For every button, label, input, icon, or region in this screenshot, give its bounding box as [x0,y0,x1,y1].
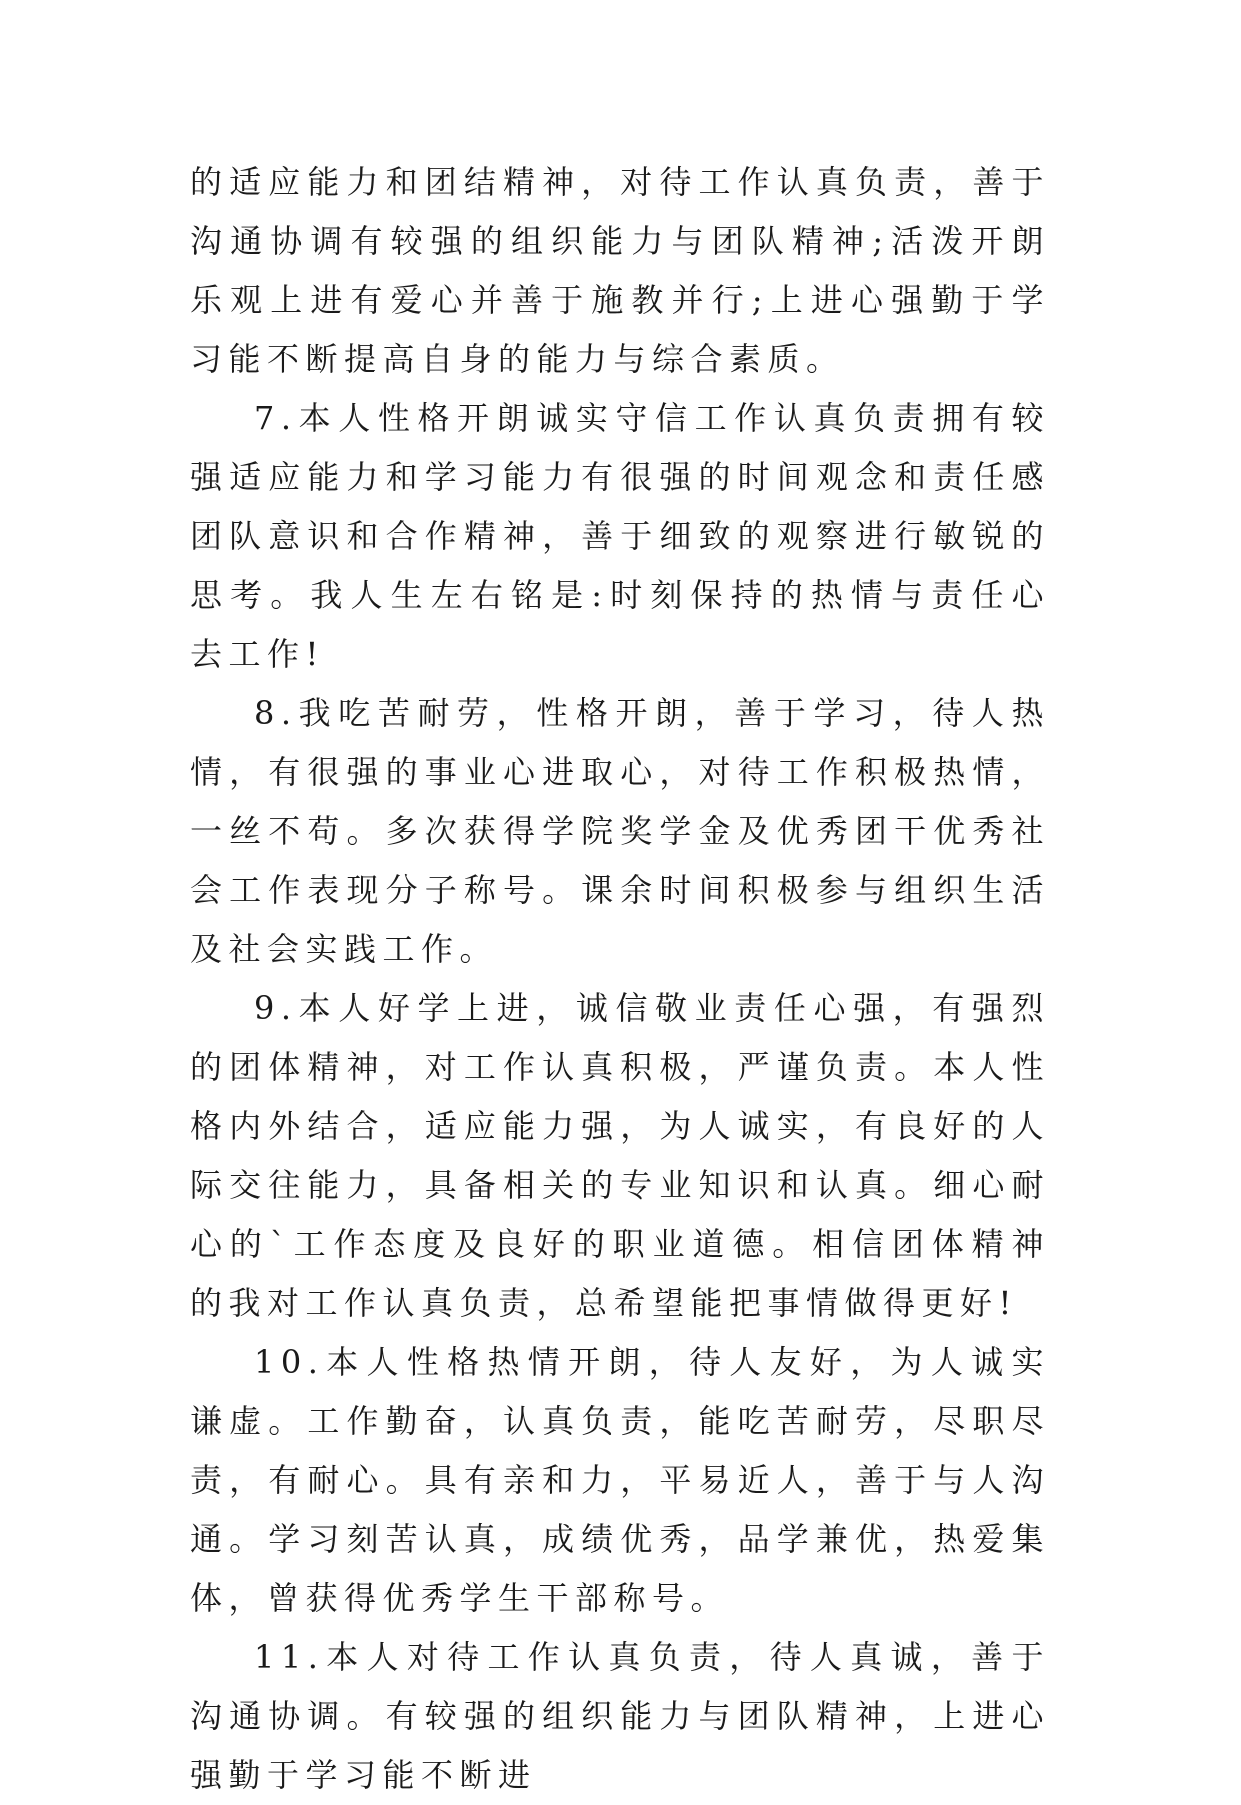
paragraph-item-10: 10.本人性格热情开朗，待人友好，为人诚实谦虚。工作勤奋，认真负责，能吃苦耐劳，尽职尽责，有耐心。具有亲和力，平易近人，善于与人沟通。学习刻苦认真，成绩优秀，品学兼优，热爱集体，曾获得优秀学生干部称号。 [190,1343,1050,1617]
document-body [190,153,1050,1805]
paragraph-item-9: 9.本人好学上进，诚信敬业责任心强，有强烈的团体精神，对工作认真积极，严谨负责。本人性格内外结合，适应能力强，为人诚实，有良好的人际交往能力，具备相关的专业知识和认真。细心耐心的`工作态度及良好的职业道德。相信团体精神的我对工作认真负责，总希望能把事情做得更好! [190,989,1050,1322]
paragraph-continuation: 的适应能力和团结精神，对待工作认真负责，善于沟通协调有较强的组织能力与团队精神;活泼开朗乐观上进有爱心并善于施教并行;上进心强勤于学习能不断提高自身的能力与综合素质。 [190,163,1050,378]
paragraph-item-7: 7.本人性格开朗诚实守信工作认真负责拥有较强适应能力和学习能力有很强的时间观念和责任感团队意识和合作精神，善于细致的观察进行敏锐的思考。我人生左右铭是:时刻保持的热情与责任心去工作! [190,399,1050,673]
paragraph-item-11: 11.本人对待工作认真负责，待人真诚，善于沟通协调。有较强的组织能力与团队精神，上进心强勤于学习能不断进 [190,1638,1050,1794]
paragraph-item-8: 8.我吃苦耐劳，性格开朗，善于学习，待人热情，有很强的事业心进取心，对待工作积极热情，一丝不苟。多次获得学院奖学金及优秀团干优秀社会工作表现分子称号。课余时间积极参与组织生活及社会实践工作。 [190,694,1050,968]
